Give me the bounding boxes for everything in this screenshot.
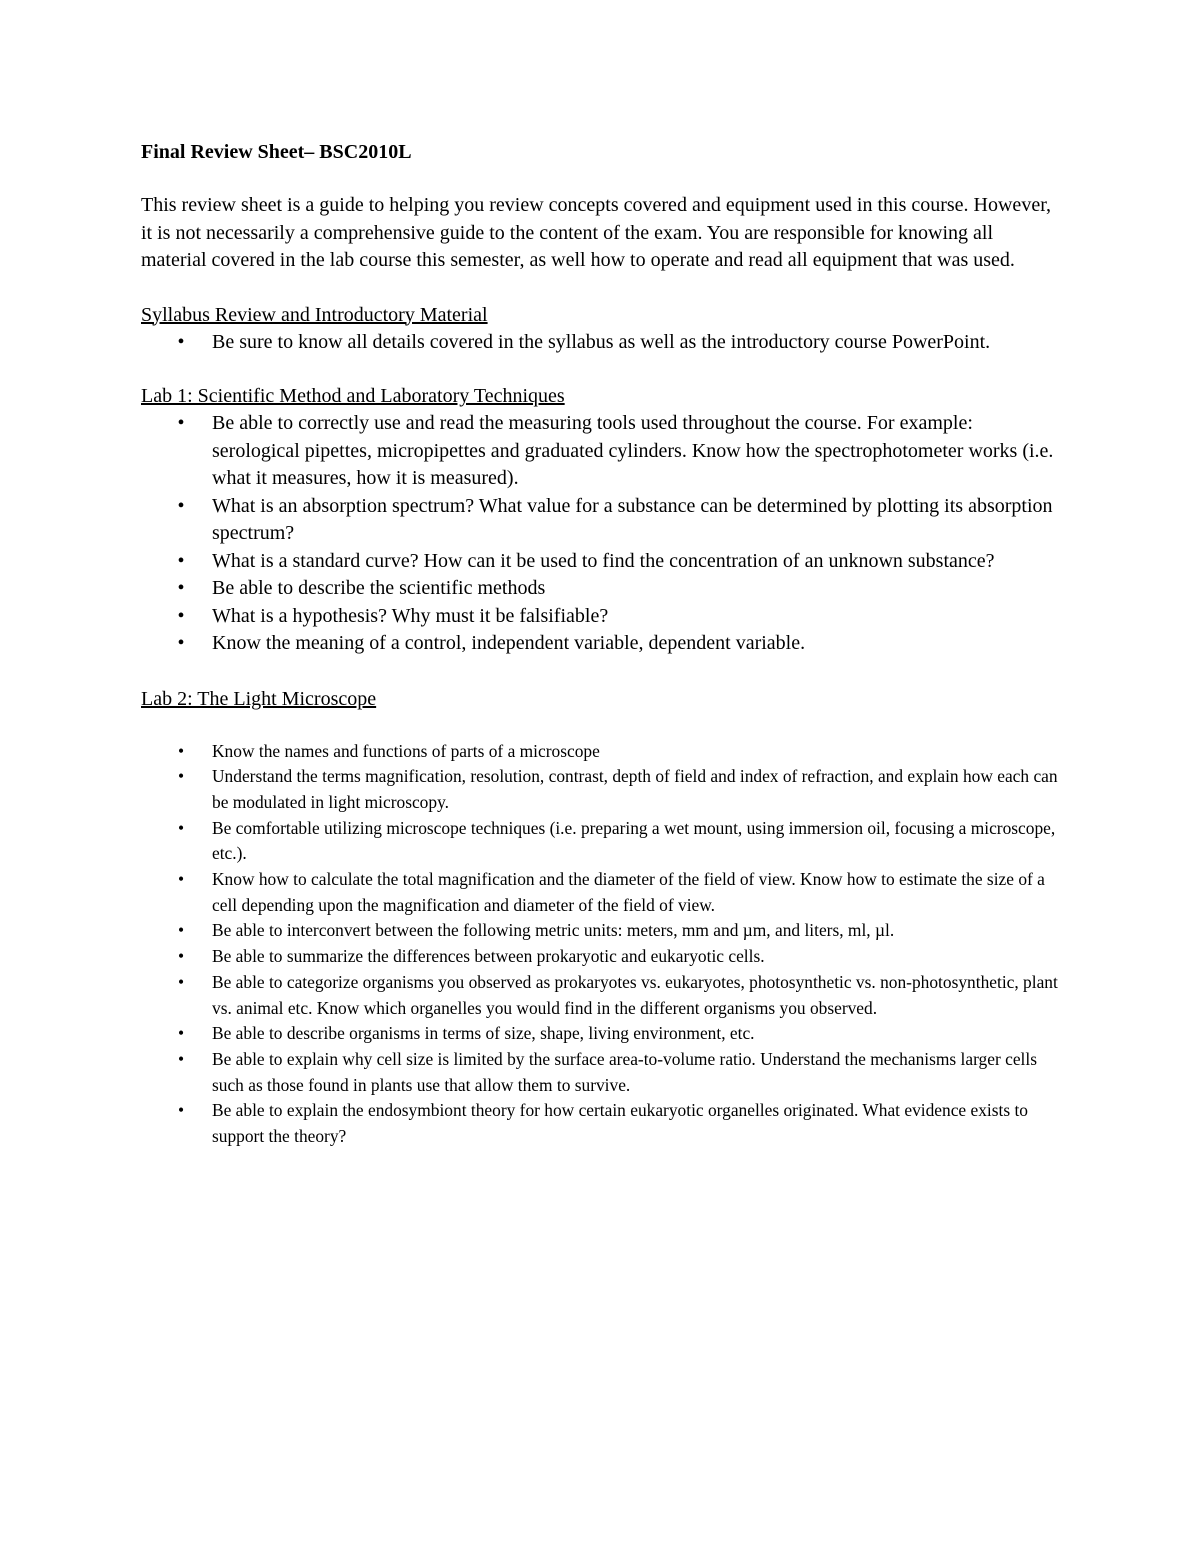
list-item: • Be comfortable utilizing microscope techniques (i.e. preparing a wet mount, using immersion oil, focusing a microscope, etc.). [141, 816, 1061, 867]
bullet-list [141, 329, 1061, 357]
bullet-icon: • [177, 817, 185, 838]
list-item: • Be able to interconvert between the following metric units: meters, mm and µm, and liters, ml, µl. [141, 918, 1061, 944]
bullet-icon: • [177, 971, 185, 992]
list-item: • What is a hypothesis? Why must it be falsifiable? [141, 603, 1061, 631]
list-item: • Know how to calculate the total magnification and the diameter of the field of view. Know how to estimate the size of a cell depending upon the magnification and diameter of the field of view. [141, 867, 1061, 918]
list-item: • Be able to describe the scientific methods [141, 575, 1061, 603]
bullet-icon: • [177, 412, 185, 434]
bullet-icon: • [177, 869, 185, 890]
bullet-icon: • [177, 740, 185, 761]
bullet-icon: • [177, 946, 185, 967]
list-item: • What is a standard curve? How can it be used to find the concentration of an unknown substance? [141, 548, 1061, 576]
list-item: • Know the names and functions of parts of a microscope [141, 739, 1061, 765]
document-page [141, 138, 1061, 1176]
list-item: • Be able to correctly use and read the measuring tools used throughout the course. For example: serological pipettes, micropipettes and graduated cylinders. Know how the spectrophotometer works (i.e. what it measures, how it is measured). [141, 410, 1061, 493]
section-heading: Lab 1: Scientific Method and Laboratory Techniques [141, 385, 565, 407]
bullet-icon: • [177, 549, 185, 572]
section-heading: Lab 2: The Light Microscope [141, 687, 377, 710]
list-item: • Be able to categorize organisms you observed as prokaryotes vs. eukaryotes, photosynthetic vs. non-photosynthetic, plant vs. animal etc. Know which organelles you would find in the different organisms you observed. [141, 970, 1061, 1021]
list-item: • Be able to summarize the differences between prokaryotic and eukaryotic cells. [141, 944, 1061, 970]
list-item: • Be able to describe organisms in terms of size, shape, living environment, etc. [141, 1021, 1061, 1047]
list-item: • Be able to explain the endosymbiont theory for how certain eukaryotic organelles originated. What evidence exists to support the theory? [141, 1098, 1061, 1149]
section-lab-1 [141, 382, 1061, 658]
section-heading: Syllabus Review and Introductory Material [141, 303, 488, 326]
bullet-icon: • [177, 330, 185, 353]
bullet-icon: • [177, 1023, 185, 1044]
section-lab-2 [141, 684, 1061, 1150]
bullet-icon: • [177, 920, 185, 941]
bullet-icon: • [177, 604, 185, 627]
document-title: Final Review Sheet– BSC2010L [141, 141, 412, 163]
bullet-list [141, 739, 1061, 1150]
list-item: • What is an absorption spectrum? What value for a substance can be determined by plotting its absorption spectrum? [141, 493, 1061, 548]
bullet-icon: • [177, 494, 185, 517]
bullet-icon: • [177, 577, 185, 599]
list-item: • Understand the terms magnification, resolution, contrast, depth of field and index of refraction, and explain how each can be modulated in light microscopy. [141, 764, 1061, 815]
bullet-icon: • [177, 632, 185, 654]
list-item: • Be sure to know all details covered in the syllabus as well as the introductory course PowerPoint. [141, 329, 1061, 357]
bullet-icon: • [177, 1048, 185, 1069]
list-item: • Know the meaning of a control, independent variable, dependent variable. [141, 630, 1061, 658]
bullet-icon: • [177, 1100, 185, 1121]
bullet-list [141, 410, 1061, 658]
bullet-icon: • [177, 766, 185, 787]
intro-paragraph: This review sheet is a guide to helping you review concepts covered and equipment used in this course. However, it is not necessarily a comprehensive guide to the content of the exam. You are responsible for knowing all material covered in the lab course this semester, as well how to operate and read all equipment that was used. [141, 194, 1052, 271]
section-syllabus-review [141, 301, 1061, 357]
list-item: • Be able to explain why cell size is limited by the surface area-to-volume ratio. Understand the mechanisms larger cells such as those found in plants use that allow them to survive. [141, 1047, 1061, 1098]
